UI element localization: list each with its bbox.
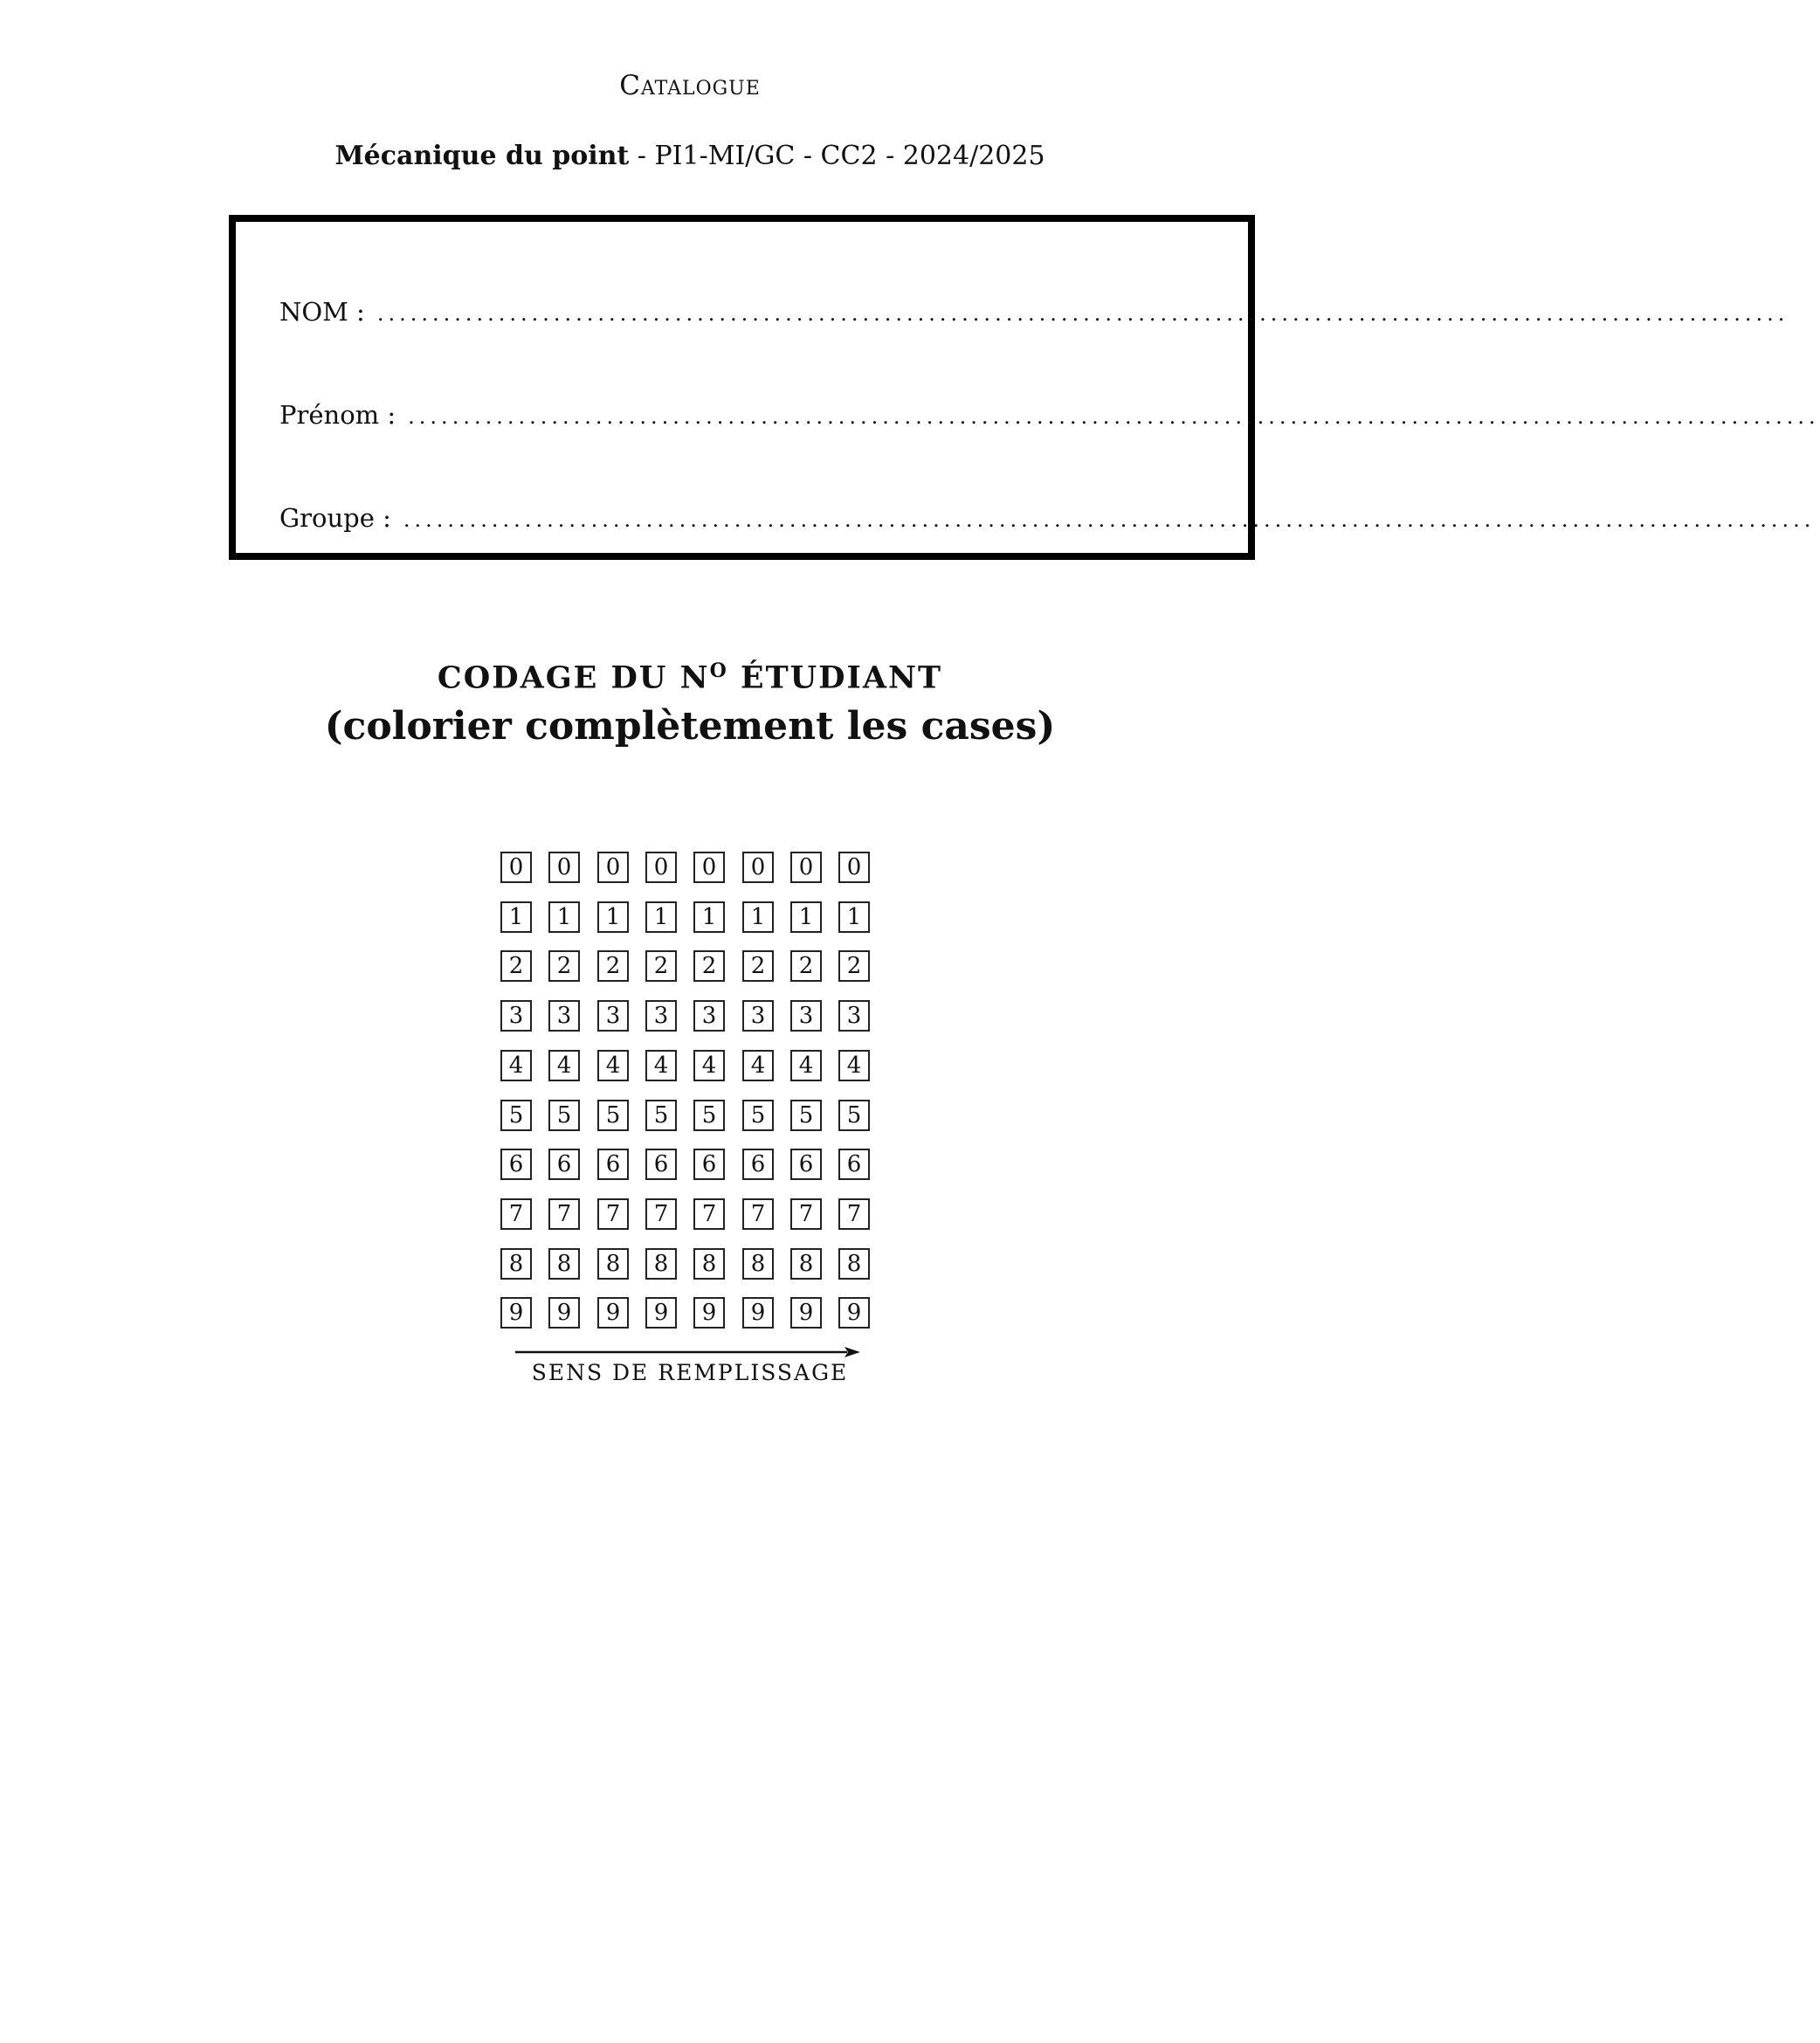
student-code-instruction: (colorier complètement les cases) [324,704,1056,749]
digit-box[interactable]: 1 [645,901,677,933]
digit-box[interactable]: 7 [693,1198,725,1230]
digit-box[interactable]: 6 [548,1149,580,1180]
digit-box[interactable]: 8 [597,1248,629,1280]
fill-direction-label: SENS DE REMPLISSAGE [531,1360,849,1385]
digit-box[interactable]: 5 [790,1100,822,1131]
digit-box[interactable]: 4 [548,1050,580,1081]
digit-box[interactable]: 5 [838,1100,870,1131]
student-code-title-end: ÉTUDIANT [727,659,943,696]
digit-box[interactable]: 6 [742,1149,774,1180]
prenom-field[interactable] [279,400,1820,430]
digit-box[interactable]: 6 [645,1149,677,1180]
digit-box[interactable]: 0 [597,852,629,883]
digit-box[interactable]: 2 [645,950,677,982]
digit-box[interactable]: 9 [597,1297,629,1329]
digit-box[interactable]: 2 [838,950,870,982]
digit-box[interactable]: 8 [693,1248,725,1280]
digit-box[interactable]: 9 [500,1297,532,1329]
digit-box[interactable]: 1 [742,901,774,933]
digit-box[interactable]: 2 [790,950,822,982]
digit-box[interactable]: 6 [597,1149,629,1180]
digit-box[interactable]: 7 [500,1198,532,1230]
prenom-dotted-line[interactable]: ................................................................................................................................ [408,404,1820,429]
digit-box[interactable]: 0 [548,852,580,883]
digit-box[interactable]: 2 [597,950,629,982]
digit-box[interactable]: 8 [548,1248,580,1280]
nom-field[interactable] [279,297,1789,327]
digit-box[interactable]: 8 [742,1248,774,1280]
digit-box[interactable]: 7 [790,1198,822,1230]
digit-box[interactable]: 6 [500,1149,532,1180]
digit-box[interactable]: 5 [500,1100,532,1131]
prenom-label: Prénom : [279,400,396,430]
digit-box[interactable]: 1 [693,901,725,933]
digit-box[interactable]: 6 [838,1149,870,1180]
digit-box[interactable]: 1 [790,901,822,933]
digit-box[interactable]: 4 [742,1050,774,1081]
digit-box[interactable]: 9 [838,1297,870,1329]
digit-box[interactable]: 8 [500,1248,532,1280]
digit-box[interactable]: 7 [645,1198,677,1230]
digit-box[interactable]: 7 [597,1198,629,1230]
digit-box[interactable]: 4 [838,1050,870,1081]
digit-box[interactable]: 9 [790,1297,822,1329]
groupe-dotted-line[interactable]: ................................................................................................................................ [403,507,1816,532]
student-code-title [0,659,1380,696]
digit-box[interactable]: 9 [645,1297,677,1329]
digit-box[interactable]: 3 [693,1000,725,1032]
course-subject: Mécanique du point [334,141,630,171]
digit-box[interactable]: 1 [838,901,870,933]
digit-box[interactable]: 3 [597,1000,629,1032]
digit-box[interactable]: 7 [548,1198,580,1230]
identity-box [229,215,1820,560]
digit-box[interactable]: 8 [790,1248,822,1280]
digit-box[interactable]: 4 [597,1050,629,1081]
digit-box[interactable]: 9 [693,1297,725,1329]
fill-direction-arrow [515,1343,860,1361]
student-code-title-main: CODAGE DU N [437,659,710,696]
digit-box[interactable]: 1 [548,901,580,933]
digit-box[interactable]: 3 [838,1000,870,1032]
digit-box[interactable]: 5 [742,1100,774,1131]
digit-box[interactable]: 4 [790,1050,822,1081]
digit-box[interactable]: 3 [645,1000,677,1032]
digit-box[interactable]: 2 [500,950,532,982]
digit-box[interactable]: 3 [742,1000,774,1032]
digit-box[interactable]: 5 [548,1100,580,1131]
digit-box[interactable]: 5 [693,1100,725,1131]
digit-box[interactable]: 5 [597,1100,629,1131]
digit-box[interactable]: 6 [790,1149,822,1180]
digit-box[interactable]: 2 [742,950,774,982]
digit-box[interactable]: 0 [645,852,677,883]
digit-box[interactable]: 3 [500,1000,532,1032]
nom-label: NOM : [279,297,365,327]
digit-box[interactable]: 4 [645,1050,677,1081]
digit-box[interactable]: 7 [838,1198,870,1230]
catalogue-heading: Catalogue [619,70,761,101]
digit-box[interactable]: 8 [645,1248,677,1280]
digit-box[interactable]: 7 [742,1198,774,1230]
digit-box[interactable]: 9 [742,1297,774,1329]
digit-box[interactable]: 4 [500,1050,532,1081]
student-code-title-sup: O [709,659,728,682]
digit-box[interactable]: 0 [500,852,532,883]
digit-box[interactable]: 1 [500,901,532,933]
digit-box[interactable]: 6 [693,1149,725,1180]
digit-box[interactable]: 3 [548,1000,580,1032]
digit-box[interactable]: 2 [693,950,725,982]
digit-box[interactable]: 0 [742,852,774,883]
digit-box[interactable]: 0 [790,852,822,883]
digit-box[interactable]: 5 [645,1100,677,1131]
digit-box[interactable]: 3 [790,1000,822,1032]
digit-box[interactable]: 4 [693,1050,725,1081]
digit-box[interactable]: 1 [597,901,629,933]
course-title [0,141,1380,171]
groupe-field[interactable] [279,503,1816,533]
digit-box[interactable]: 2 [548,950,580,982]
digit-box[interactable]: 0 [838,852,870,883]
digit-box[interactable]: 9 [548,1297,580,1329]
course-details: - PI1-MI/GC - CC2 - 2024/2025 [629,141,1045,171]
digit-box[interactable]: 8 [838,1248,870,1280]
nom-dotted-line[interactable]: ................................................................................................................................ [376,301,1789,326]
groupe-label: Groupe : [279,503,391,533]
digit-box[interactable]: 0 [693,852,725,883]
